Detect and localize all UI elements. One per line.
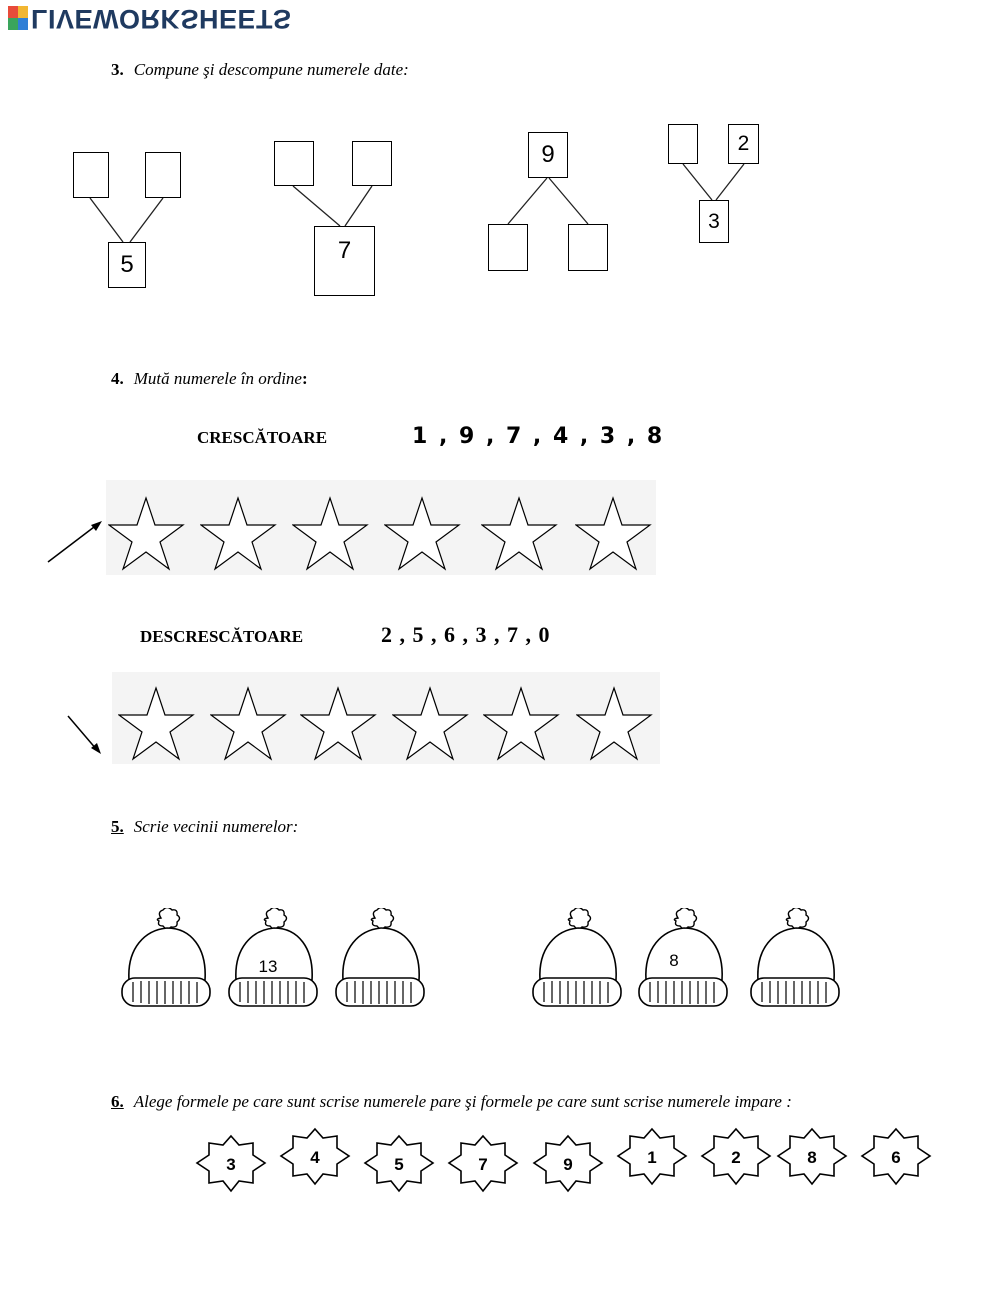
shape-2-number: 4 (310, 1148, 320, 1167)
ascending-star-strip (106, 480, 656, 575)
shape-9-number: 6 (891, 1148, 901, 1167)
shape-5-number: 9 (563, 1155, 573, 1174)
hat-group2-right[interactable] (750, 908, 842, 1013)
ex3-instruction: Compune şi descompune numerele date: (133, 60, 409, 79)
shape-3-number: 5 (394, 1155, 404, 1174)
shape-1[interactable] (191, 1133, 271, 1195)
shape-1-number: 3 (226, 1155, 236, 1174)
shape-4[interactable] (443, 1133, 523, 1195)
ex5-heading (111, 817, 298, 837)
hat-group2-middle (638, 908, 730, 1013)
ascending-star-5[interactable] (481, 496, 561, 572)
hat-group1-middle-number: 13 (258, 957, 278, 976)
descending-star-6[interactable] (576, 686, 656, 762)
shape-9[interactable] (856, 1126, 936, 1188)
shape-5[interactable] (528, 1133, 608, 1195)
ex6-number: 6. (111, 1092, 124, 1111)
tree4-bottom-box: 3 (699, 200, 729, 243)
ex3-heading (111, 60, 409, 80)
brand-badge-icon (8, 6, 28, 30)
ex5-number: 5. (111, 817, 124, 836)
arrow-down-icon (64, 712, 106, 758)
brand-name: LIVEWORKSHEETS (31, 3, 292, 34)
tree2-top-right-box[interactable] (352, 141, 392, 186)
arrow-up-icon (44, 518, 106, 566)
shape-7-number: 2 (731, 1148, 741, 1167)
ascending-star-4[interactable] (384, 496, 464, 572)
tree2-bottom-box: 7 (314, 226, 375, 296)
shape-6-number: 1 (647, 1148, 657, 1167)
ex4-colon: : (301, 369, 308, 388)
ex5-instruction: Scrie vecinii numerelor: (133, 817, 299, 836)
descending-star-1[interactable] (118, 686, 198, 762)
ex4-number: 4. (111, 369, 124, 388)
shape-6[interactable] (612, 1126, 692, 1188)
hat-group2-middle-number: 8 (669, 951, 679, 970)
ascending-star-3[interactable] (292, 496, 372, 572)
tree3-bottom-left-box[interactable] (488, 224, 528, 271)
tree4-top-right-box: 2 (728, 124, 759, 164)
descending-star-4[interactable] (392, 686, 472, 762)
hat-group1-right[interactable] (335, 908, 427, 1013)
ex6-heading (111, 1092, 792, 1112)
descending-star-2[interactable] (210, 686, 290, 762)
ascending-star-6[interactable] (575, 496, 655, 572)
tree1-top-right-box[interactable] (145, 152, 181, 198)
descending-star-5[interactable] (483, 686, 563, 762)
ex4-heading (111, 369, 308, 389)
ascending-star-2[interactable] (200, 496, 280, 572)
shape-8[interactable] (772, 1126, 852, 1188)
brand-logo (8, 2, 292, 34)
ex3-number: 3. (111, 60, 124, 79)
tree3-top-box: 9 (528, 132, 568, 178)
ascending-star-1[interactable] (108, 496, 188, 572)
descending-star-3[interactable] (300, 686, 380, 762)
ascending-label: CRESCĂTOARE (197, 428, 328, 447)
tree1-top-left-box[interactable] (73, 152, 109, 198)
shape-8-number: 8 (807, 1148, 817, 1167)
tree4-top-left-box[interactable] (668, 124, 698, 164)
descending-label: DESCRESCĂTOARE (140, 627, 304, 646)
hat-group2-left[interactable] (532, 908, 624, 1013)
shape-7[interactable] (696, 1126, 776, 1188)
ascending-sequence: 1 , 9 , 7 , 4 , 3 , 8 (412, 424, 665, 449)
shape-2[interactable] (275, 1126, 355, 1188)
descending-sequence: 2 , 5 , 6 , 3 , 7 , 0 (381, 622, 551, 647)
shape-4-number: 7 (478, 1155, 488, 1174)
hat-group1-middle (228, 908, 320, 1013)
tree1-bottom-box: 5 (108, 242, 146, 288)
hat-group1-left[interactable] (121, 908, 213, 1013)
tree3-bottom-right-box[interactable] (568, 224, 608, 271)
shape-3[interactable] (359, 1133, 439, 1195)
ex6-instruction: Alege formele pe care sunt scrise numerele pare şi formele pe care sunt scrise numerele impare : (133, 1092, 792, 1111)
ex4-instruction: Mută numerele în ordine (133, 369, 302, 388)
tree2-top-left-box[interactable] (274, 141, 314, 186)
